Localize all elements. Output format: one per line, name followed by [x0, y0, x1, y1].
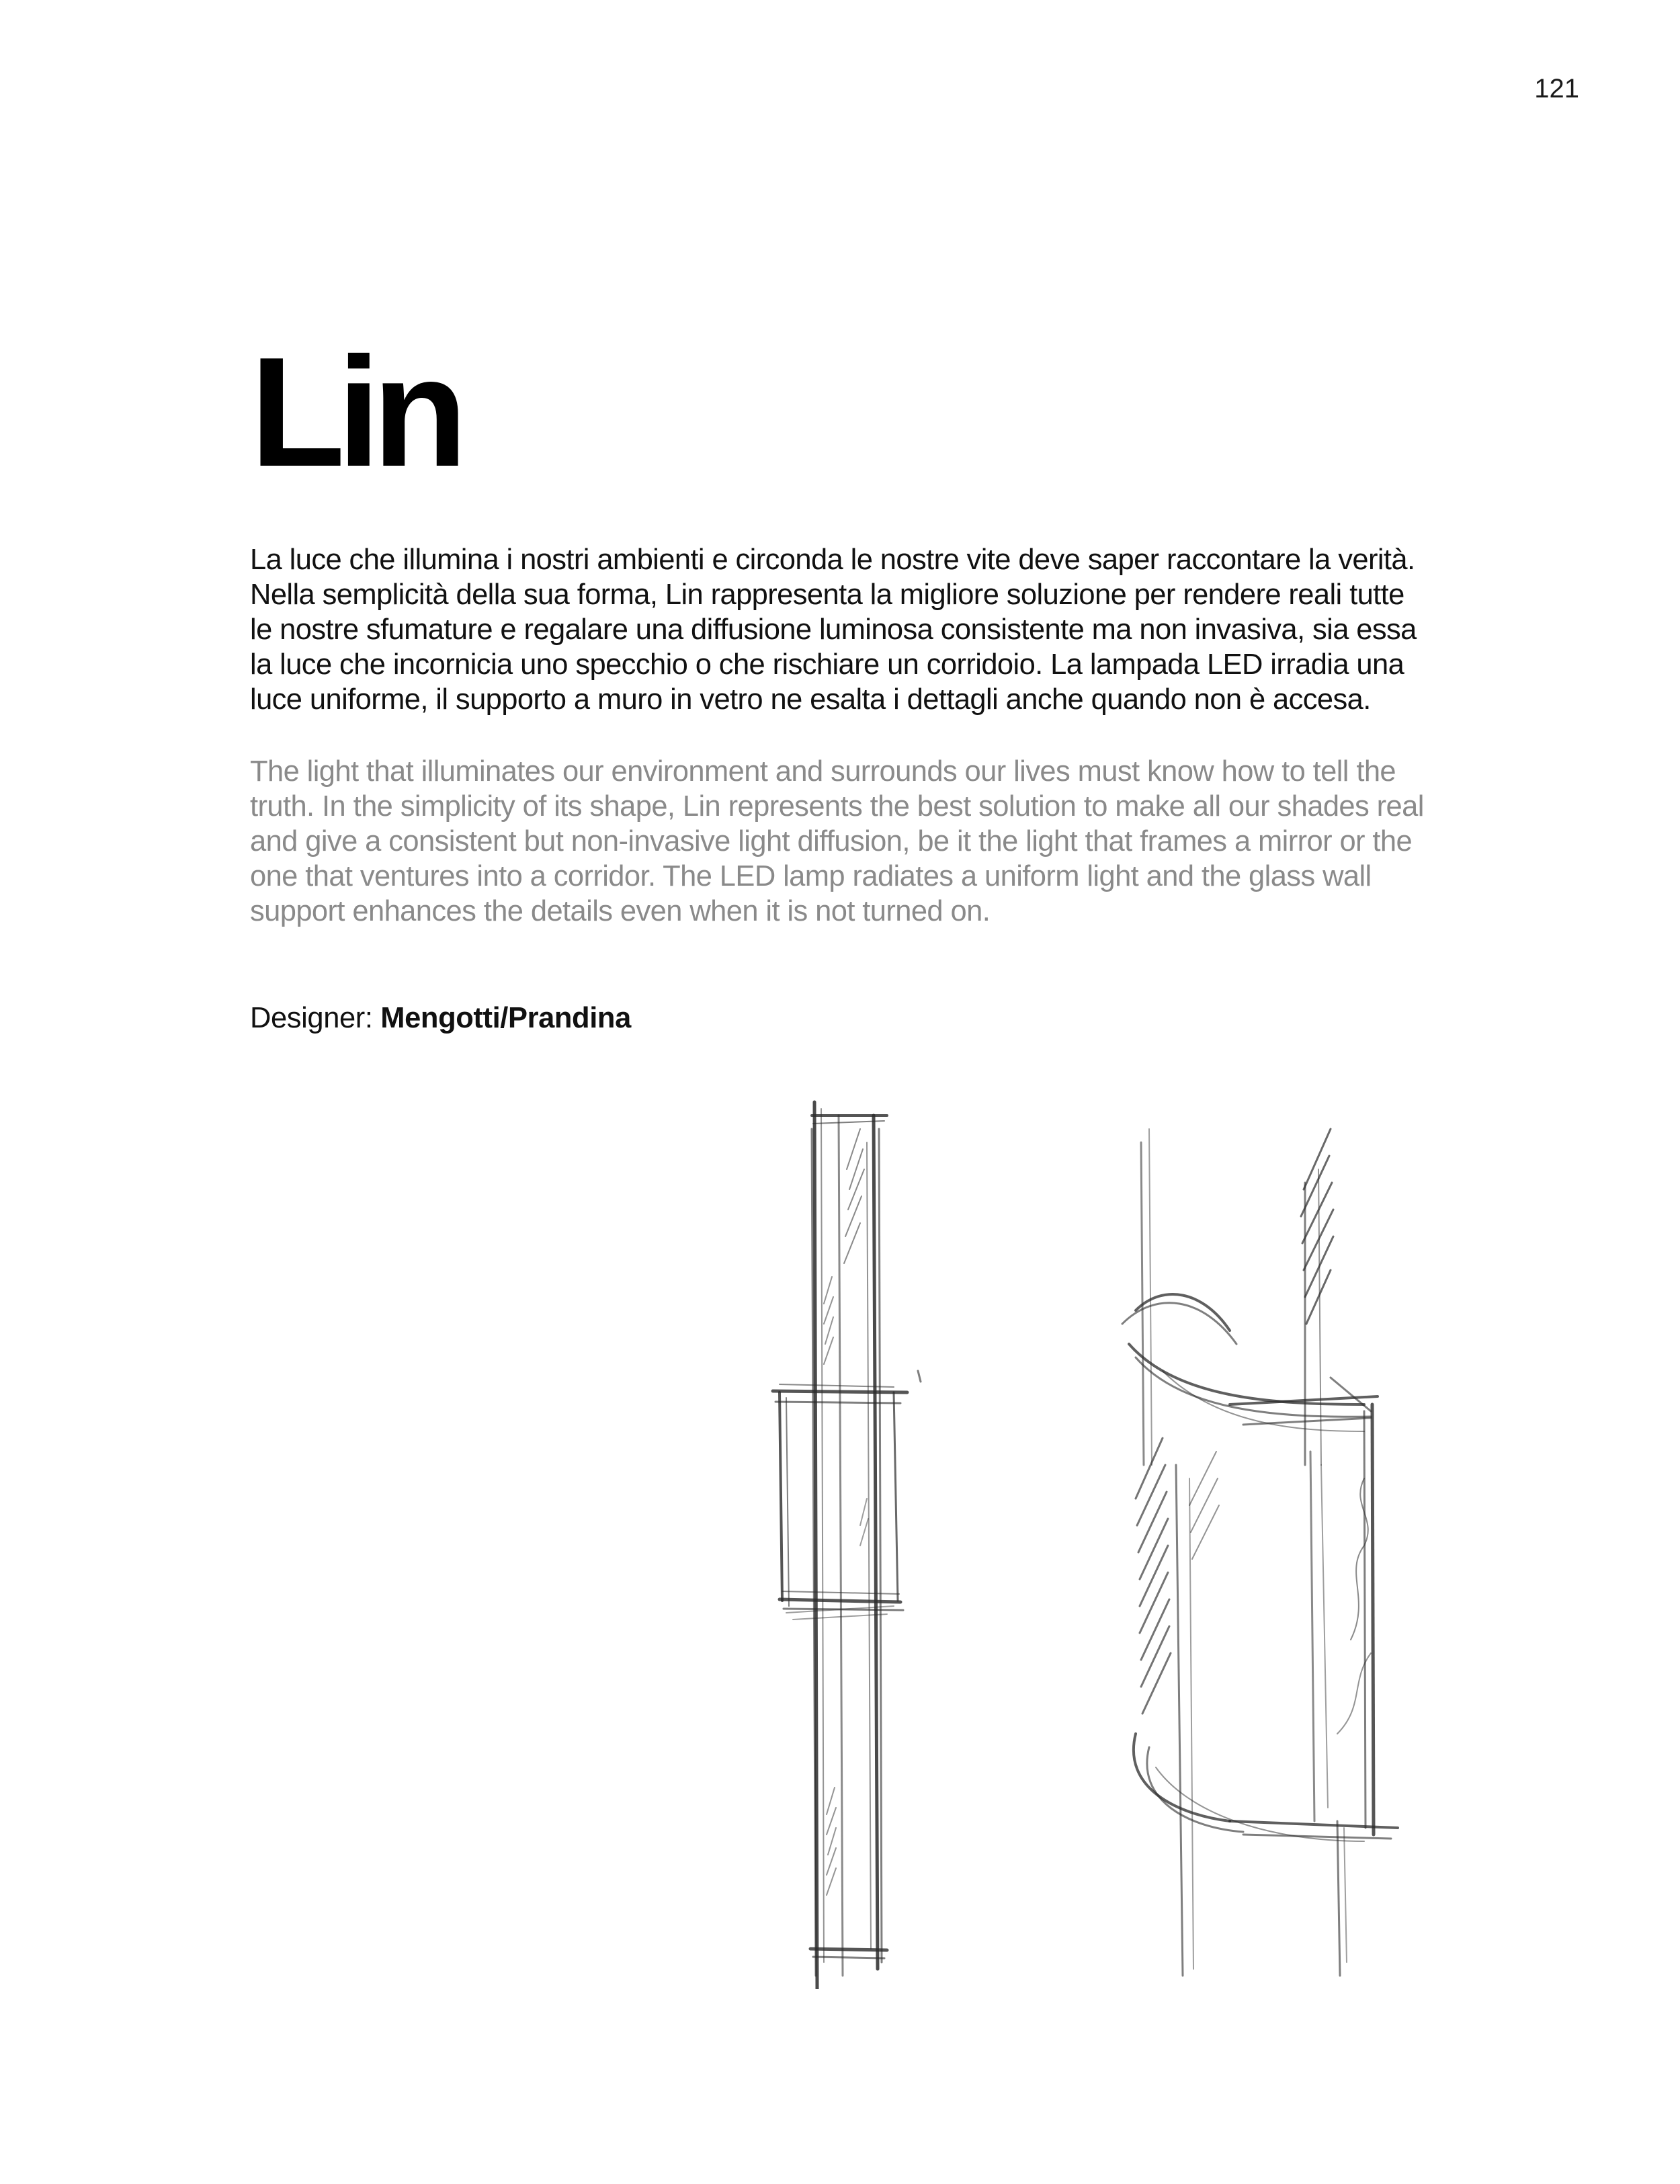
page-number: 121: [1534, 74, 1579, 103]
sketch-lamp-perspective-view: [1122, 1129, 1398, 1976]
product-title: Lin: [250, 325, 460, 499]
product-sketch-illustration: [759, 1089, 1485, 1989]
designer-label: Designer:: [250, 1002, 373, 1034]
description-italian: La luce che illumina i nostri ambienti e circonda le nostre vite deve saper raccontare la verità. Nella semplicità della sua forma, Lin rappresenta la migliore soluzione per rendere reali tutte le nostre sfumature e regalare una diffusione luminosa consistente ma non invasiva, sia essa la luce che incornicia uno specchio o che rischiare un corridoio. La lampada LED irradia una luce uniforme, il supporto a muro in vetro ne esalta i dettagli anche quando non è accesa.: [250, 544, 1417, 716]
designer-credit: [250, 1001, 631, 1036]
sketch-lamp-front-view: [773, 1102, 921, 1989]
designer-name: Mengotti/Prandina: [380, 1002, 631, 1034]
description-english: The light that illuminates our environment and surrounds our lives must know how to tell the truth. In the simplicity of its shape, Lin represents the best solution to make all our shades real and give a consistent but non-invasive light diffusion, be it the light that frames a mirror or the one that ventures into a corridor. The LED lamp radiates a uniform light and the glass wall support enhances the details even when it is not turned on.: [250, 755, 1424, 927]
